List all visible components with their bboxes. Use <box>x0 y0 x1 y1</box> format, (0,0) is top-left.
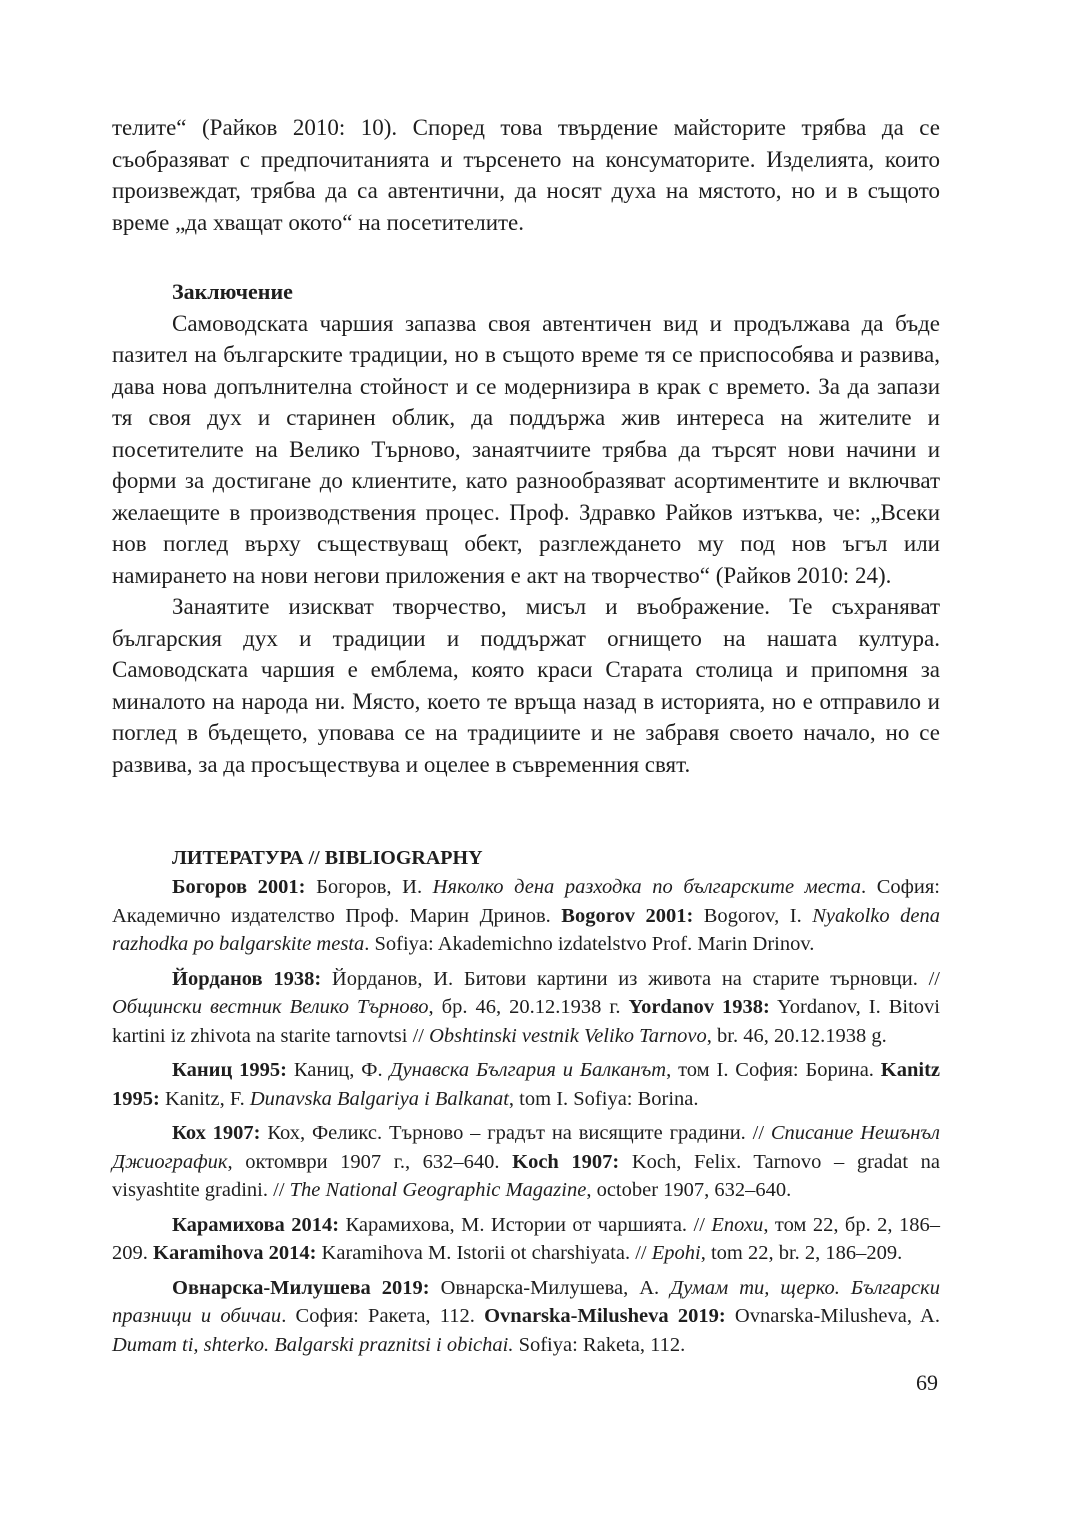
page-number: 69 <box>916 1370 938 1395</box>
bibliography-entry: Йорданов 1938: Йорданов, И. Битови картини из живота на старите търновци. // Общински вестник Велико Търново, бр. 46, 20.12.1938 г. Yordanov 1938: Yordanov, I. Bitovi kartini iz zhivota na starite tarnovtsi // Obshtinski vestnik Veliko Tarnovo, br. 46, 20.12.1938 g. <box>112 967 940 1047</box>
paragraph-conclusion-2: Занаятите изискват творчество, мисъл и въображение. Те съхраняват българския дух и традиции и поддържат огнището на нашата култура. Самоводската чаршия е емблема, която краси Старата столица и припомня за миналото на народа ни. Място, което те връща назад в историята, но е отправило и поглед в бъдещето, уповава се на традициите и не забравя своето начало, но се развива, за да просъществува и оцелее в съвременния свят. <box>112 594 940 777</box>
paragraph-conclusion-1: Самоводската чаршия запазва своя автентичен вид и продължава да бъде пазител на българските традиции, но в същото време тя се приспособява и развива, дава нова допълнителна стойност и се модернизира в крак с времето. За да запази тя своя дух и старинен облик, да поддържа жив интереса на жителите и посетителите на Велико Търново, занаятчиите трябва да търсят нови начини и форми за достигане до клиентите, като разнообразяват асортиментите и включват желаещите в производствения процес. Проф. Здравко Райков изтъква, че: „Всеки нов поглед върху съществуващ обект, разглеждането му под нов ъгъл или намирането на нови негови приложения е акт на творчество“ (Райков 2010: 24). <box>112 310 940 588</box>
section-heading-conclusion: Заключение <box>172 279 293 304</box>
bibliography-entry: Богоров 2001: Богоров, И. Няколко дена разходка по българските места. София: Академично издателство Проф. Марин Дринов. Bogorov 2001: Bogorov, I. Nyakolko dena razhodka po balgarskite mesta. Sofiya: Akademichno izdatelstvo Prof. Marin Drinov. <box>112 876 940 955</box>
page-content <box>112 112 940 1359</box>
bibliography-entry: Кох 1907: Кох, Феликс. Търново – градът на висящите градини. // Списание Нешънъл Джиографик, октомври 1907 г., 632–640. Koch 1907: Koch, Felix. Tarnovo – gradat na visyashtite gradini. // The National Geographic Magazine, october 1907, 632–640. <box>112 1122 940 1201</box>
bibliography-list <box>112 873 940 1359</box>
bibliography-entry: Овнарска-Милушева 2019: Овнарска-Милушева, А. Думам ти, щерко. Български празници и обичаи. София: Ракета, 112. Ovnarska-Milusheva 2019: Ovnarska-Milusheva, A. Dumam ti, shterko. Balgarski praznitsi i obichai. Sofiya: Raketa, 112. <box>112 1276 940 1356</box>
bibliography-entry: Каниц 1995: Каниц, Ф. Дунавска България и Балканът, том I. София: Борина. Kanitz 1995: Kanitz, F. Dunavska Balgariya i Balkanat, tom I. Sofiya: Borina. <box>112 1059 940 1110</box>
bibliography-entry: Карамихова 2014: Карамихова, М. Истории от чаршията. // Епохи, том 22, бр. 2, 186–209. Karamihova 2014: Karamihova M. Istorii ot charshiyata. // Epohi, tom 22, br. 2, 186–209. <box>112 1213 940 1264</box>
bibliography-heading: ЛИТЕРАТУРА // BIBLIOGRAPHY <box>172 847 483 869</box>
paragraph-continuation: телите“ (Райков 2010: 10). Според това твърдение майсторите трябва да се съобразяват с предпочитанията и търсенето на консуматорите. Изделията, които произвеждат, трябва да са автентични, да носят духа на мястото, но и в същото време „да хващат окото“ на посетителите. <box>112 115 940 235</box>
